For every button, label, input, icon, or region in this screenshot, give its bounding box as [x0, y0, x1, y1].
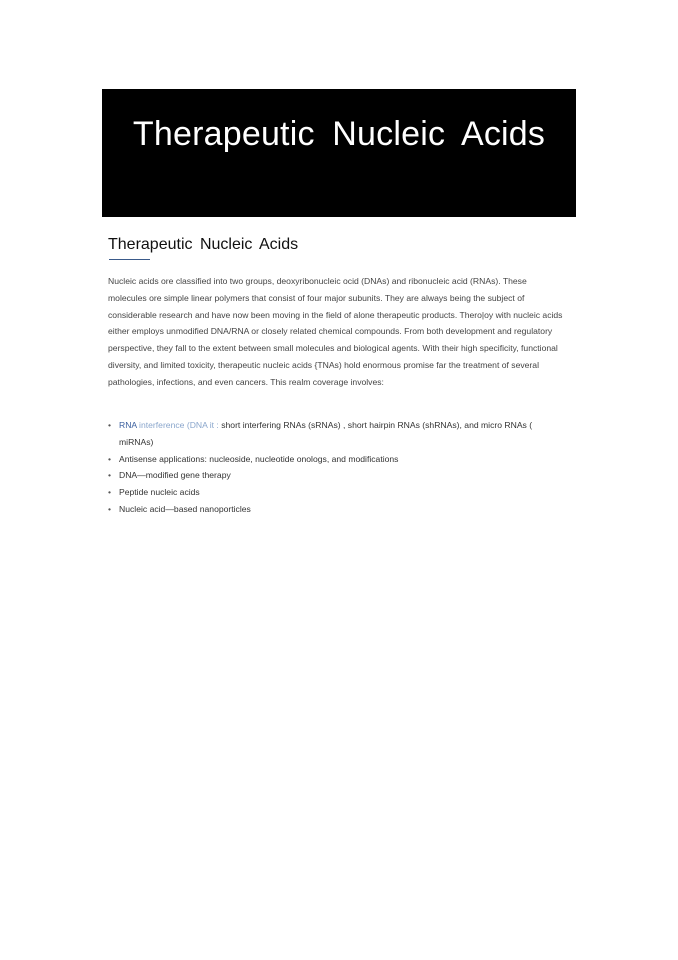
title-banner	[102, 89, 576, 217]
title-underline	[109, 259, 150, 260]
list-item	[108, 501, 564, 518]
bullet-marker: •	[108, 453, 112, 464]
list-item-text: Antisense applications: nucleoside, nucleotide onologs, and modifications	[119, 453, 399, 464]
list-item-text: Peptide nucleic acids	[119, 487, 200, 498]
list-item-text: Nucleic acid—based nanoporticles	[119, 503, 251, 514]
banner-title: Therapeutic Nucleic Acids	[132, 115, 546, 153]
list-item-text: DNA—modified gene therapy	[119, 470, 231, 481]
list-item-lead: RNA	[119, 420, 137, 430]
list-item-text: short interfering RNAs (sRNAs) , short hairpin RNAs (shRNAs), and micro RNAs ( miRNAs)	[119, 420, 533, 447]
list-item	[108, 417, 564, 451]
bullet-marker: •	[108, 503, 112, 514]
list-item-faded: interference (DNA it :	[136, 420, 222, 430]
section-title: Therapeutic Nucleic Acids	[108, 236, 299, 253]
list-item	[108, 467, 564, 484]
intro-paragraph: Nucleic acids ore classified into two groups, deoxyribonucleic ocid (DNAs) and ribonucleic acid (RNAs). These molecules ore simple linear polymers that consist of four major subunits. They are always being the subject of considerable research and have now been moving in the field of alone therapeutic products. Thero|oy with nucleic acids either employs unmodified DNA/RNA or closely related chemical compounds. From both development and regulatory perspective, they fall to the extent between small molecules and biological agents. With their high specificity, functional diversity, and limited toxicity, therapeutic nucleic acids {TNAs) hold enormous promise far the treatment of several pathologies, infections, and even cancers. This realm coverage involves:	[108, 276, 563, 387]
list-item	[108, 484, 564, 501]
list-item	[108, 451, 564, 468]
bullet-marker: •	[108, 487, 112, 498]
bullet-marker: •	[108, 420, 112, 430]
bullet-marker: •	[108, 470, 112, 481]
coverage-list	[108, 417, 564, 518]
